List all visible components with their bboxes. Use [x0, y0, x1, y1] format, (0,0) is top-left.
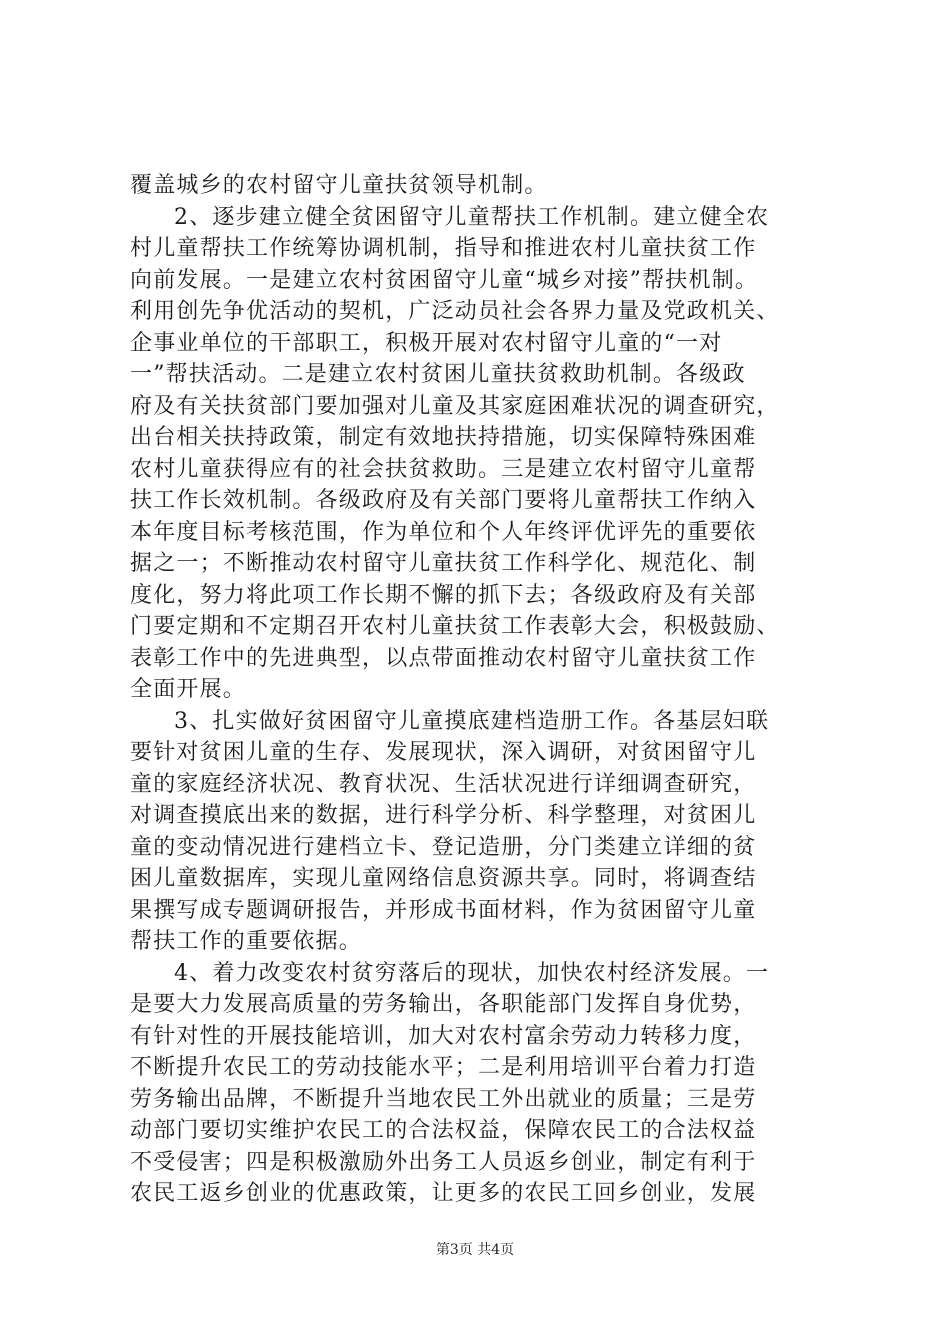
text-line: 府及有关扶贫部门要加强对儿童及其家庭困难状况的调查研究，	[130, 393, 780, 419]
text-line: 不受侵害；四是积极激励外出务工人员返乡创业，制定有利于	[130, 1149, 757, 1175]
text-line: 门要定期和不定期召开农村儿童扶贫工作表彰大会，积极鼓励、	[130, 614, 780, 639]
text-line: 4、着力改变农村贫穷落后的现状，加快农村经济发展。一	[174, 960, 770, 986]
text-line: 2、逐步建立健全贫困留守儿童帮扶工作机制。建立健全农	[174, 204, 770, 230]
text-line: 扶工作长效机制。各级政府及有关部门要将儿童帮扶工作纳入	[130, 488, 757, 513]
text-line: 果撰写成专题调研报告，并形成书面材料，作为贫困留守儿童	[130, 897, 757, 923]
text-line: 村儿童帮扶工作统筹协调机制，指导和推进农村儿童扶贫工作	[130, 236, 757, 261]
text-line: 是要大力发展高质量的劳务输出，各职能部门发挥自身优势，	[130, 992, 757, 1017]
text-line: 表彰工作中的先进典型，以点带面推动农村留守儿童扶贫工作	[130, 645, 757, 671]
text-line: 覆盖城乡的农村留守儿童扶贫领导机制。	[130, 173, 548, 198]
text-line: 向前发展。一是建立农村贫困留守儿童“城乡对接”帮扶机制。	[130, 267, 759, 293]
text-line: 利用创先争优活动的契机，广泛动员社会各界力量及党政机关、	[130, 299, 780, 324]
text-line: 帮扶工作的重要依据。	[130, 929, 363, 954]
text-line: 动部门要切实维护农民工的合法权益，保障农民工的合法权益	[130, 1118, 757, 1143]
text-line: 企事业单位的干部职工，积极开展对农村留守儿童的“一对	[130, 330, 723, 356]
text-line: 对调查摸底出来的数据，进行科学分析、科学整理，对贫困儿	[130, 803, 757, 828]
text-line: 有针对性的开展技能培训，加大对农村富余劳动力转移力度，	[130, 1023, 757, 1049]
text-line: 一”帮扶活动。二是建立农村贫困儿童扶贫救助机制。各级政	[130, 362, 746, 387]
text-line: 童的家庭经济状况、教育状况、生活状况进行详细调查研究，	[130, 771, 757, 797]
text-line: 出台相关扶持政策，制定有效地扶持措施，切实保障特殊困难	[130, 425, 757, 450]
text-line: 不断提升农民工的劳动技能水平；二是利用培训平台着力打造	[130, 1055, 757, 1080]
text-line: 据之一；不断推动农村留守儿童扶贫工作科学化、规范化、制	[130, 551, 757, 576]
text-line: 农村儿童获得应有的社会扶贫救助。三是建立农村留守儿童帮	[130, 456, 757, 482]
text-line: 度化，努力将此项工作长期不懈的抓下去；各级政府及有关部	[130, 582, 757, 608]
text-line: 童的变动情况进行建档立卡、登记造册，分门类建立详细的贫	[130, 834, 757, 860]
text-line: 要针对贫困儿童的生存、发展现状，深入调研，对贫困留守儿	[130, 740, 757, 765]
text-line: 本年度目标考核范围，作为单位和个人年终评优评先的重要依	[130, 519, 757, 545]
text-line: 3、扎实做好贫困留守儿童摸底建档造册工作。各基层妇联	[174, 708, 770, 734]
text-line: 劳务输出品牌，不断提升当地农民工外出就业的质量；三是劳	[130, 1086, 757, 1112]
page-footer: 第3页 共4页	[435, 1242, 515, 1258]
text-line: 困儿童数据库，实现儿童网络信息资源共享。同时，将调查结	[130, 866, 757, 891]
text-line: 农民工返乡创业的优惠政策，让更多的农民工回乡创业，发展	[130, 1181, 757, 1206]
text-line: 全面开展。	[130, 677, 247, 702]
document-body	[130, 170, 830, 1210]
